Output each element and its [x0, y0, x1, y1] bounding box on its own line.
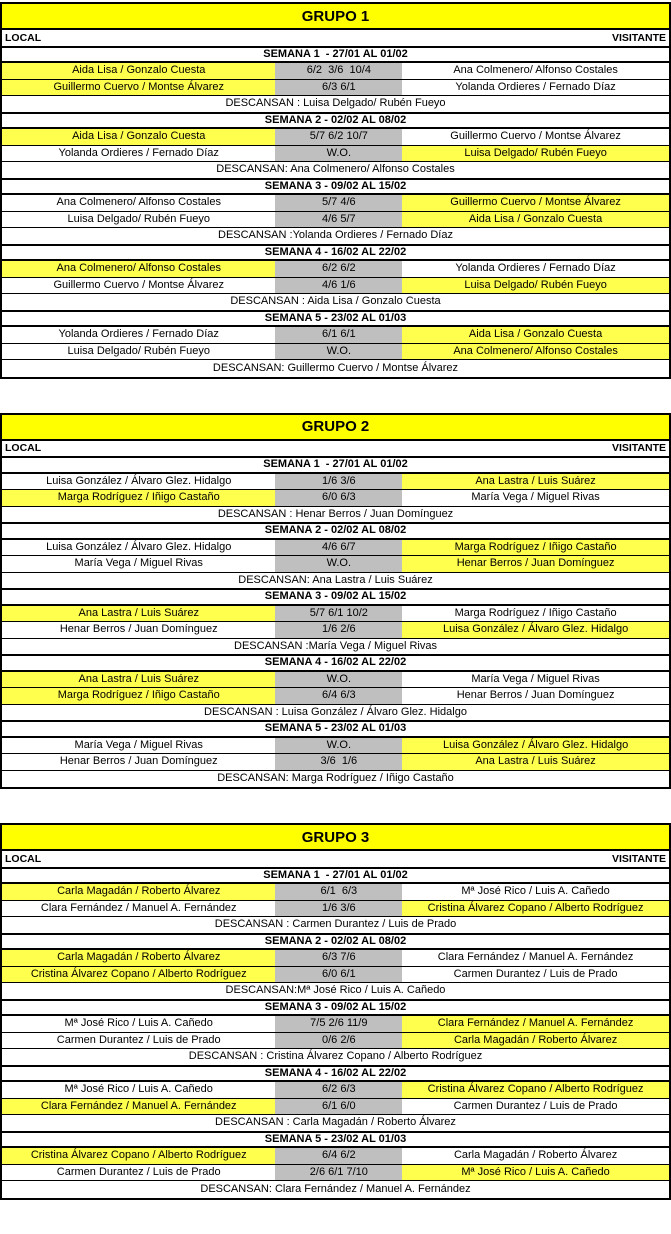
match-row	[2, 1016, 669, 1033]
visitor-team-cell: Carmen Durantez / Luis de Prado	[453, 967, 618, 980]
visitor-team-cell: Luisa González / Álvaro Glez. Hidalgo	[402, 622, 669, 638]
column-header-row	[2, 441, 669, 458]
match-row	[2, 1165, 669, 1182]
match-row	[2, 556, 669, 573]
visitor-team-cell: Marga Rodríguez / Iñigo Castaño	[454, 606, 617, 619]
local-team-cell: Ana Lastra / Luis Suárez	[2, 672, 275, 688]
week-header: SEMANA 5 - 23/02 AL 01/03	[2, 1132, 669, 1149]
match-row	[2, 967, 669, 984]
rest-row: DESCANSAN : Cristina Álvarez Copano / Alberto Rodríguez	[2, 1049, 669, 1066]
visitor-team-cell: Ana Lastra / Luis Suárez	[402, 474, 669, 490]
visitor-team-cell: Yolanda Ordieres / Fernado Díaz	[455, 262, 616, 275]
week-header: SEMANA 5 - 23/02 AL 01/03	[2, 721, 669, 738]
visitor-team-cell: Clara Fernández / Manuel A. Fernández	[402, 1016, 669, 1032]
week-header: SEMANA 2 - 02/02 AL 08/02	[2, 113, 669, 130]
rest-row: DESCANSAN: Ana Colmenero/ Alfonso Costales	[2, 162, 669, 179]
match-row	[2, 1148, 669, 1165]
local-team-cell: Luisa González / Álvaro Glez. Hidalgo	[46, 474, 232, 487]
local-team-cell: Aida Lisa / Gonzalo Cuesta	[2, 129, 275, 145]
rest-row: DESCANSAN :María Vega / Miguel Rivas	[2, 639, 669, 656]
visitor-team-cell: Aida Lisa / Gonzalo Cuesta	[402, 212, 669, 228]
week-header: SEMANA 3 - 09/02 AL 15/02	[2, 179, 669, 196]
match-row	[2, 80, 669, 97]
local-team-cell: Luisa Delgado/ Rubén Fueyo	[67, 212, 210, 225]
group-title: GRUPO 2	[2, 415, 669, 441]
visitor-team-cell: Ana Colmenero/ Alfonso Costales	[453, 64, 618, 77]
local-team-cell: Marga Rodríguez / Iñigo Castaño	[2, 688, 275, 704]
match-score-cell: 6/2 6/3	[275, 1082, 402, 1098]
match-row	[2, 146, 669, 163]
match-row	[2, 884, 669, 901]
group-table-1	[0, 2, 671, 379]
visitor-team-cell: Mª José Rico / Luis A. Cañedo	[402, 1165, 669, 1181]
week-header: SEMANA 4 - 16/02 AL 22/02	[2, 655, 669, 672]
match-score-cell: 5/7 6/2 10/7	[275, 129, 402, 145]
rest-row: DESCANSAN: Guillermo Cuervo / Montse Álvarez	[212, 361, 459, 374]
match-score-cell: 4/6 6/7	[275, 540, 402, 556]
match-score-cell: W.O.	[275, 556, 402, 572]
local-team-cell: Guillermo Cuervo / Montse Álvarez	[53, 278, 225, 291]
match-score-cell: 6/3 7/6	[275, 950, 402, 966]
week-header: SEMANA 2 - 02/02 AL 08/02	[2, 523, 669, 540]
visitante-column-header: VISITANTE	[611, 442, 666, 454]
column-header-row	[2, 30, 669, 47]
match-row	[2, 688, 669, 705]
match-row	[2, 278, 669, 295]
local-team-cell: Carmen Durantez / Luis de Prado	[56, 1165, 221, 1178]
match-score-cell: 3/6 1/6	[275, 754, 402, 770]
visitor-team-cell: Yolanda Ordieres / Fernado Díaz	[455, 80, 616, 93]
visitor-team-cell: Clara Fernández / Manuel A. Fernández	[437, 951, 634, 964]
visitor-team-cell: Guillermo Cuervo / Montse Álvarez	[450, 130, 621, 143]
visitor-team-cell: Marga Rodríguez / Iñigo Castaño	[402, 540, 669, 556]
match-score-cell: 6/3 6/1	[275, 80, 402, 96]
match-row	[2, 212, 669, 229]
local-team-cell: Carla Magadán / Roberto Álvarez	[2, 884, 275, 900]
match-row	[2, 1082, 669, 1099]
visitante-column-header: VISITANTE	[611, 852, 666, 865]
rest-row: DESCANSAN: Clara Fernández / Manuel A. Fernández	[200, 1182, 471, 1195]
week-header: SEMANA 1 - 27/01 AL 01/02	[2, 47, 669, 64]
visitor-team-cell: Luisa González / Álvaro Glez. Hidalgo	[402, 738, 669, 754]
match-row	[2, 63, 669, 80]
rest-row: DESCANSAN : Carla Magadán / Roberto Álvarez	[2, 1115, 669, 1132]
match-score-cell: 2/6 6/1 7/10	[275, 1165, 402, 1181]
local-team-cell: Cristina Álvarez Copano / Alberto Rodríguez	[2, 1148, 275, 1164]
visitor-team-cell: Luisa Delgado/ Rubén Fueyo	[402, 146, 669, 162]
match-row	[2, 754, 669, 771]
group-title: GRUPO 1	[2, 4, 669, 30]
column-header-row	[2, 851, 669, 868]
match-score-cell: W.O.	[275, 738, 402, 754]
local-team-cell: Ana Colmenero/ Alfonso Costales	[2, 261, 275, 277]
match-score-cell: 0/6 2/6	[275, 1033, 402, 1049]
rest-row: DESCANSAN : Aida Lisa / Gonzalo Cuesta	[2, 294, 669, 311]
local-team-cell: Mª José Rico / Luis A. Cañedo	[64, 1083, 213, 1096]
rest-row: DESCANSAN:Mª José Rico / Luis A. Cañedo	[2, 983, 669, 1000]
rest-row: DESCANSAN :Yolanda Ordieres / Fernado Díaz	[2, 228, 669, 245]
match-score-cell: 7/5 2/6 11/9	[275, 1016, 402, 1032]
group-title: GRUPO 3	[2, 825, 669, 851]
visitante-column-header: VISITANTE	[611, 31, 666, 44]
match-row	[2, 672, 669, 689]
match-row	[2, 261, 669, 278]
visitor-team-cell: Guillermo Cuervo / Montse Álvarez	[402, 195, 669, 211]
match-row	[2, 540, 669, 557]
visitor-team-cell: Cristina Álvarez Copano / Alberto Rodríguez	[402, 901, 669, 917]
match-score-cell: 6/1 6/3	[275, 884, 402, 900]
match-score-cell: 1/6 3/6	[275, 901, 402, 917]
local-team-cell: Clara Fernández / Manuel A. Fernández	[2, 1099, 275, 1115]
visitor-team-cell: María Vega / Miguel Rivas	[471, 491, 600, 504]
local-team-cell: Ana Lastra / Luis Suárez	[2, 606, 275, 622]
visitor-team-cell: Henar Berros / Juan Domínguez	[402, 556, 669, 572]
match-row	[2, 344, 669, 361]
week-header: SEMANA 5 - 23/02 AL 01/03	[2, 311, 669, 328]
local-team-cell: Carmen Durantez / Luis de Prado	[56, 1033, 221, 1046]
visitor-team-cell: Cristina Álvarez Copano / Alberto Rodríguez	[402, 1082, 669, 1098]
group-table-3	[0, 823, 671, 1200]
match-score-cell: 4/6 5/7	[275, 212, 402, 228]
local-team-cell: Henar Berros / Juan Domínguez	[59, 755, 218, 768]
local-team-cell: María Vega / Miguel Rivas	[74, 738, 203, 751]
match-row	[2, 1099, 669, 1116]
match-row	[2, 606, 669, 623]
visitor-team-cell: Carmen Durantez / Luis de Prado	[453, 1099, 618, 1112]
visitor-team-cell: Mª José Rico / Luis A. Cañedo	[461, 885, 610, 898]
match-row	[2, 901, 669, 918]
local-team-cell: Luisa Delgado/ Rubén Fueyo	[67, 344, 210, 357]
week-header: SEMANA 2 - 02/02 AL 08/02	[2, 934, 669, 951]
match-score-cell: 6/2 6/2	[275, 261, 402, 277]
match-score-cell: W.O.	[275, 146, 402, 162]
local-team-cell: Mª José Rico / Luis A. Cañedo	[64, 1017, 213, 1030]
match-row	[2, 738, 669, 755]
local-column-header: LOCAL	[5, 31, 42, 44]
visitor-team-cell: Aida Lisa / Gonzalo Cuesta	[402, 327, 669, 343]
local-team-cell: Aida Lisa / Gonzalo Cuesta	[2, 63, 275, 79]
rest-row: DESCANSAN : Luisa Delgado/ Rubén Fueyo	[2, 96, 669, 113]
visitor-team-cell: Ana Lastra / Luis Suárez	[402, 754, 669, 770]
match-row	[2, 1033, 669, 1050]
match-row	[2, 622, 669, 639]
match-score-cell: W.O.	[275, 344, 402, 360]
visitor-team-cell: Henar Berros / Juan Domínguez	[456, 689, 615, 702]
local-column-header: LOCAL	[5, 852, 42, 865]
visitor-team-cell: Luisa Delgado/ Rubén Fueyo	[402, 278, 669, 294]
match-score-cell: 5/7 4/6	[275, 195, 402, 211]
rest-row: DESCANSAN : Carmen Durantez / Luis de Prado	[2, 917, 669, 934]
match-score-cell: 4/6 1/6	[275, 278, 402, 294]
week-header: SEMANA 3 - 09/02 AL 15/02	[2, 1000, 669, 1017]
local-team-cell: Henar Berros / Juan Domínguez	[59, 623, 218, 636]
visitor-team-cell: María Vega / Miguel Rivas	[471, 672, 600, 685]
match-score-cell: 6/1 6/0	[275, 1099, 402, 1115]
match-score-cell: 6/4 6/2	[275, 1148, 402, 1164]
local-team-cell: Marga Rodríguez / Iñigo Castaño	[2, 490, 275, 506]
local-team-cell: Clara Fernández / Manuel A. Fernández	[40, 901, 237, 914]
local-team-cell: Luisa González / Álvaro Glez. Hidalgo	[46, 540, 232, 553]
match-row	[2, 327, 669, 344]
week-header: SEMANA 4 - 16/02 AL 22/02	[2, 245, 669, 262]
local-team-cell: María Vega / Miguel Rivas	[74, 557, 203, 570]
match-score-cell: 1/6 3/6	[275, 474, 402, 490]
local-team-cell: Guillermo Cuervo / Montse Álvarez	[2, 80, 275, 96]
rest-row: DESCANSAN: Marga Rodríguez / Iñigo Castaño	[217, 772, 454, 785]
week-header: SEMANA 3 - 09/02 AL 15/02	[2, 589, 669, 606]
local-team-cell: Yolanda Ordieres / Fernado Díaz	[58, 328, 219, 341]
local-team-cell: Carla Magadán / Roberto Álvarez	[2, 950, 275, 966]
match-score-cell: 6/1 6/1	[275, 327, 402, 343]
match-score-cell: 6/2 3/6 10/4	[275, 63, 402, 79]
match-row	[2, 195, 669, 212]
group-table-2	[0, 413, 671, 790]
match-score-cell: 1/6 2/6	[275, 622, 402, 638]
week-header: SEMANA 1 - 27/01 AL 01/02	[2, 868, 669, 885]
rest-row: DESCANSAN: Ana Lastra / Luis Suárez	[2, 573, 669, 590]
visitor-team-cell: Carla Magadán / Roberto Álvarez	[402, 1033, 669, 1049]
match-score-cell: 6/0 6/1	[275, 967, 402, 983]
match-score-cell: 6/0 6/3	[275, 490, 402, 506]
local-team-cell: Cristina Álvarez Copano / Alberto Rodríguez	[2, 967, 275, 983]
match-row	[2, 490, 669, 507]
rest-row: DESCANSAN : Henar Berros / Juan Domínguez	[2, 507, 669, 524]
local-team-cell: Ana Colmenero/ Alfonso Costales	[56, 196, 221, 209]
week-header: SEMANA 1 - 27/01 AL 01/02	[2, 457, 669, 474]
match-score-cell: W.O.	[275, 672, 402, 688]
visitor-team-cell: Ana Colmenero/ Alfonso Costales	[402, 344, 669, 360]
match-row	[2, 129, 669, 146]
local-column-header: LOCAL	[5, 442, 42, 454]
local-team-cell: Yolanda Ordieres / Fernado Díaz	[58, 146, 219, 159]
match-row	[2, 950, 669, 967]
match-row	[2, 474, 669, 491]
rest-row: DESCANSAN : Luisa González / Álvaro Glez. Hidalgo	[2, 705, 669, 722]
match-score-cell: 5/7 6/1 10/2	[275, 606, 402, 622]
match-score-cell: 6/4 6/3	[275, 688, 402, 704]
visitor-team-cell: Carla Magadán / Roberto Álvarez	[453, 1149, 618, 1162]
week-header: SEMANA 4 - 16/02 AL 22/02	[2, 1066, 669, 1083]
